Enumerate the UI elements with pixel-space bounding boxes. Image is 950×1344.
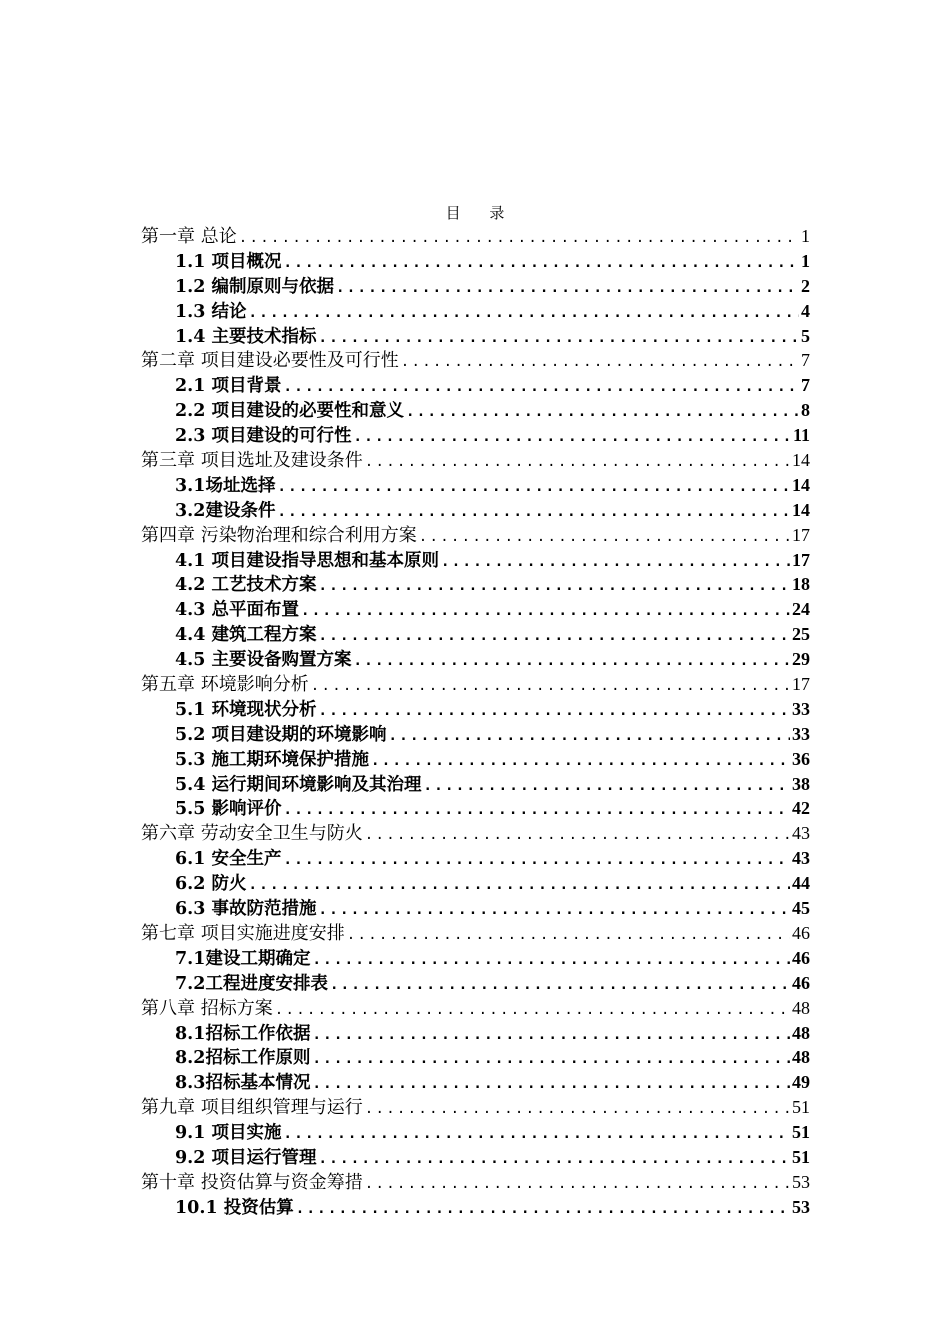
toc-section-entry[interactable] — [141, 498, 810, 523]
toc-chapter-entry[interactable] — [141, 821, 810, 846]
toc-entry-label: 2.2 项目建设的必要性和意义 — [175, 401, 405, 422]
toc-page-number: 24 — [792, 599, 810, 620]
toc-entry-label: 第一章 总论 — [141, 226, 237, 247]
toc-entry-label: 5.5 影响评价 — [175, 799, 282, 820]
toc-section-entry[interactable] — [141, 622, 810, 647]
toc-entry-label: 3.1场址选择 — [175, 475, 276, 496]
toc-dot-leader — [301, 599, 790, 622]
toc-chapter-entry[interactable] — [141, 523, 810, 548]
toc-dot-leader — [319, 624, 790, 647]
toc-entry-label: 4.5 主要设备购置方案 — [175, 650, 352, 671]
toc-section-entry[interactable] — [141, 846, 810, 871]
toc-title: 目 录 — [445, 204, 517, 222]
toc-entry-label: 3.2建设条件 — [175, 500, 276, 521]
toc-dot-leader — [284, 251, 799, 274]
toc-section-entry[interactable] — [141, 796, 810, 821]
toc-section-entry[interactable] — [141, 423, 810, 448]
toc-section-entry[interactable] — [141, 1021, 810, 1046]
toc-page-number: 53 — [792, 1196, 810, 1217]
toc-page-number: 11 — [792, 425, 810, 446]
toc-section-entry[interactable] — [141, 1045, 810, 1070]
toc-dot-leader — [312, 948, 790, 971]
toc-page-number: 17 — [792, 674, 810, 695]
toc-entry-label: 7.1建设工期确定 — [175, 948, 311, 969]
toc-chapter-entry[interactable] — [141, 448, 810, 473]
toc-entry-label: 第三章 项目选址及建设条件 — [141, 450, 363, 472]
toc-dot-leader — [277, 500, 790, 523]
toc-page-number: 46 — [792, 947, 810, 968]
toc-dot-leader — [347, 923, 790, 946]
toc-dot-leader — [277, 475, 790, 498]
toc-entry-label: 6.1 安全生产 — [175, 849, 282, 870]
toc-section-entry[interactable] — [141, 299, 810, 324]
toc-page-number: 14 — [792, 499, 810, 520]
toc-page-number: 48 — [792, 997, 810, 1018]
toc-dot-leader — [441, 550, 790, 573]
toc-entry-label: 1.4 主要技术指标 — [175, 326, 317, 347]
toc-section-entry[interactable] — [141, 946, 810, 971]
toc-entry-label: 4.3 总平面布置 — [175, 600, 300, 621]
toc-section-entry[interactable] — [141, 548, 810, 573]
toc-dot-leader — [312, 1072, 790, 1095]
toc-entry-label: 第十章 投资估算与资金筹措 — [141, 1171, 363, 1193]
toc-section-entry[interactable] — [141, 697, 810, 722]
toc-dot-leader — [311, 674, 790, 697]
toc-chapter-entry[interactable] — [141, 224, 810, 249]
toc-section-entry[interactable] — [141, 722, 810, 747]
toc-page-number: 42 — [792, 798, 810, 819]
toc-entry-label: 9.2 项目运行管理 — [175, 1147, 317, 1168]
toc-page-number: 1 — [801, 250, 810, 271]
toc-entry-label: 第五章 环境影响分析 — [141, 674, 309, 696]
toc-entry-label: 8.2招标工作原则 — [175, 1048, 311, 1069]
toc-dot-leader — [284, 1122, 790, 1145]
toc-entry-label: 1.1 项目概况 — [175, 251, 282, 272]
toc-dot-leader — [336, 276, 799, 299]
toc-entry-label: 4.2 工艺技术方案 — [175, 575, 317, 596]
toc-entry-label: 第九章 项目组织管理与运行 — [141, 1097, 363, 1119]
toc-page-number: 51 — [792, 1097, 810, 1118]
toc-page-number: 17 — [792, 549, 810, 570]
toc-section-entry[interactable] — [141, 772, 810, 797]
toc-entry-label: 6.3 事故防范措施 — [175, 899, 317, 920]
toc-page-number: 46 — [792, 922, 810, 943]
toc-entry-label: 第二章 项目建设必要性及可行性 — [141, 350, 399, 372]
toc-entry-label: 第四章 污染物治理和综合利用方案 — [141, 524, 417, 546]
toc-dot-leader — [284, 375, 799, 398]
toc-page-number: 46 — [792, 972, 810, 993]
toc-dot-leader — [275, 998, 790, 1021]
toc-page-number: 44 — [792, 873, 810, 894]
toc-dot-leader — [319, 574, 790, 597]
toc-page-number: 7 — [801, 375, 810, 396]
toc-page-number: 51 — [792, 1122, 810, 1143]
toc-dot-leader — [354, 425, 791, 448]
toc-page-number: 8 — [801, 400, 810, 421]
toc-section-entry[interactable] — [141, 1145, 810, 1170]
toc-dot-leader — [239, 226, 799, 249]
toc-page-number: 5 — [801, 325, 810, 346]
toc-entry-label: 1.2 编制原则与依据 — [175, 276, 335, 297]
toc-page-number: 7 — [801, 350, 810, 371]
toc-chapter-entry[interactable] — [141, 921, 810, 946]
toc-entry-label: 9.1 项目实施 — [175, 1123, 282, 1144]
toc-section-entry[interactable] — [141, 1120, 810, 1145]
toc-page-number: 43 — [792, 848, 810, 869]
toc-page-number: 45 — [792, 898, 810, 919]
toc-dot-leader — [419, 525, 790, 548]
toc-entry-label: 8.3招标基本情况 — [175, 1073, 311, 1094]
toc-entry-label: 5.4 运行期间环境影响及其治理 — [175, 774, 422, 795]
toc-page-number: 25 — [792, 624, 810, 645]
toc-entry-label: 10.1 投资估算 — [175, 1197, 294, 1218]
toc-dot-leader — [312, 1023, 790, 1046]
toc-page-number: 53 — [792, 1171, 810, 1192]
toc-dot-leader — [284, 848, 790, 871]
toc-section-entry[interactable] — [141, 896, 810, 921]
toc-dot-leader — [319, 699, 790, 722]
toc-dot-leader — [389, 724, 790, 747]
toc-section-entry[interactable] — [141, 473, 810, 498]
toc-dot-leader — [319, 898, 790, 921]
toc-section-entry[interactable] — [141, 871, 810, 896]
toc-entry-label: 1.3 结论 — [175, 301, 247, 322]
toc-page-number: 48 — [792, 1047, 810, 1068]
toc-dot-leader — [365, 1172, 790, 1195]
toc-page-number: 4 — [801, 300, 810, 321]
toc-dot-leader — [249, 873, 790, 896]
toc-chapter-entry[interactable] — [141, 1170, 810, 1195]
toc-dot-leader — [371, 749, 790, 772]
toc-entry-label: 2.1 项目背景 — [175, 376, 282, 397]
toc-entry-label: 6.2 防火 — [175, 874, 247, 895]
toc-page-number: 33 — [792, 723, 810, 744]
toc-page-number: 49 — [792, 1072, 810, 1093]
toc-section-entry[interactable] — [141, 398, 810, 423]
toc-entry-label: 5.1 环境现状分析 — [175, 699, 317, 720]
toc-chapter-entry[interactable] — [141, 996, 810, 1021]
toc-dot-leader — [312, 1047, 790, 1070]
toc-section-entry[interactable] — [141, 597, 810, 622]
toc-dot-leader — [424, 774, 790, 797]
toc-section-entry[interactable] — [141, 249, 810, 274]
toc-dot-leader — [401, 350, 799, 373]
toc-entry-label: 第六章 劳动安全卫生与防火 — [141, 823, 363, 845]
toc-section-entry[interactable] — [141, 1195, 810, 1220]
toc-section-entry[interactable] — [141, 1070, 810, 1095]
toc-section-entry[interactable] — [141, 971, 810, 996]
toc-page-number: 51 — [792, 1146, 810, 1167]
toc-section-entry[interactable] — [141, 274, 810, 299]
toc-dot-leader — [319, 1147, 790, 1170]
toc-dot-leader — [249, 301, 799, 324]
toc-section-entry[interactable] — [141, 373, 810, 398]
toc-entry-label: 第八章 招标方案 — [141, 997, 273, 1019]
toc-chapter-entry[interactable] — [141, 672, 810, 697]
toc-page-number: 36 — [792, 748, 810, 769]
toc-section-entry[interactable] — [141, 647, 810, 672]
toc-page-number: 18 — [792, 574, 810, 595]
toc-page-number: 38 — [792, 773, 810, 794]
toc-page-number: 1 — [801, 226, 810, 246]
toc-dot-leader — [284, 798, 790, 821]
toc-list — [141, 224, 810, 1220]
toc-page-number: 29 — [792, 649, 810, 670]
toc-page-number: 14 — [792, 450, 810, 471]
toc-entry-label: 5.3 施工期环境保护措施 — [175, 749, 370, 770]
toc-entry-label: 2.3 项目建设的可行性 — [175, 426, 352, 447]
toc-entry-label: 4.4 建筑工程方案 — [175, 625, 317, 646]
toc-entry-label: 7.2工程进度安排表 — [175, 973, 328, 994]
toc-dot-leader — [365, 450, 790, 473]
toc-dot-leader — [296, 1197, 790, 1220]
toc-dot-leader — [319, 326, 799, 349]
toc-section-entry[interactable] — [141, 747, 810, 772]
toc-entry-label: 4.1 项目建设指导思想和基本原则 — [175, 550, 440, 571]
toc-page-number: 17 — [792, 524, 810, 545]
toc-dot-leader — [354, 649, 790, 672]
toc-page-number: 48 — [792, 1022, 810, 1043]
toc-dot-leader — [365, 1097, 790, 1120]
toc-chapter-entry[interactable] — [141, 348, 810, 373]
toc-section-entry[interactable] — [141, 324, 810, 349]
toc-page-number: 33 — [792, 698, 810, 719]
toc-entry-label: 8.1招标工作依据 — [175, 1023, 311, 1044]
toc-page-number: 14 — [792, 474, 810, 495]
toc-dot-leader — [330, 973, 790, 996]
toc-page-number: 2 — [801, 275, 810, 296]
toc-dot-leader — [406, 400, 799, 423]
toc-entry-label: 5.2 项目建设期的环境影响 — [175, 724, 387, 745]
toc-page-number: 43 — [792, 823, 810, 844]
toc-entry-label: 第七章 项目实施进度安排 — [141, 922, 345, 944]
toc-chapter-entry[interactable] — [141, 1095, 810, 1120]
toc-dot-leader — [365, 823, 790, 846]
toc-section-entry[interactable] — [141, 572, 810, 597]
